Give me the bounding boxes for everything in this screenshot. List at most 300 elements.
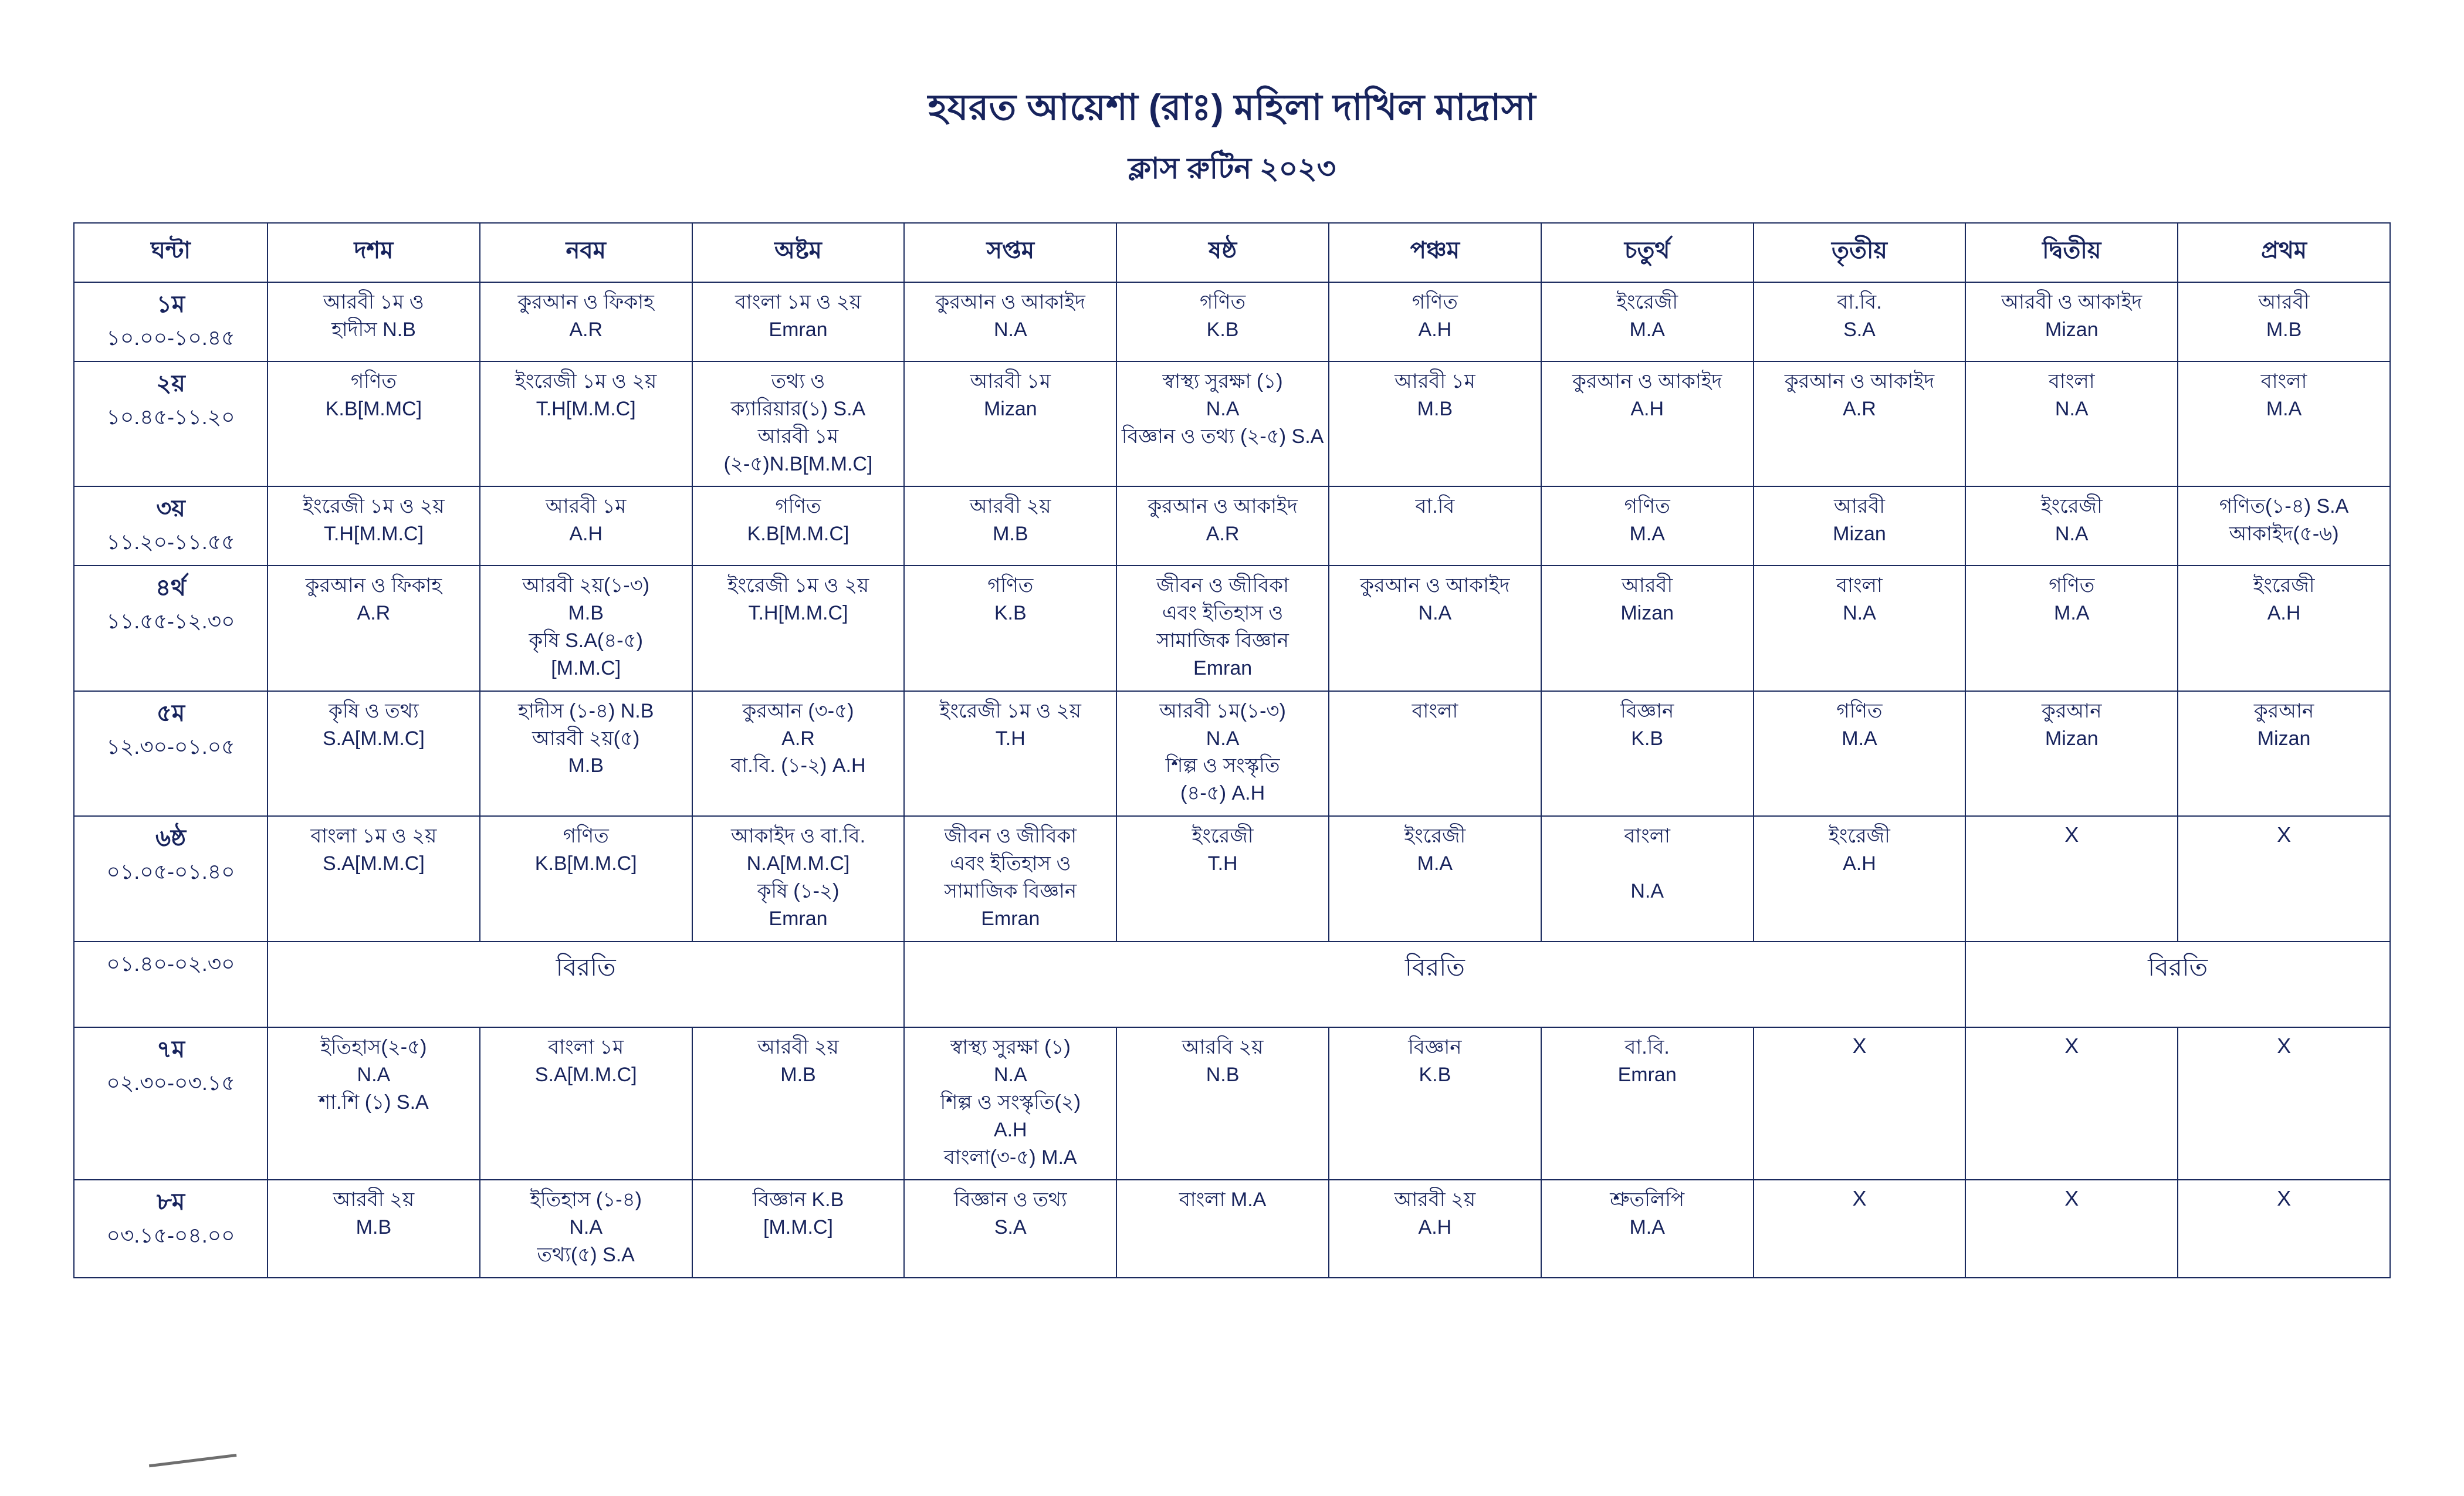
period-cell <box>74 282 268 361</box>
cell-line: X <box>2277 823 2292 847</box>
cell-line: আরবী ২য়(৫) <box>532 727 640 750</box>
cell-line: সামাজিক বিজ্ঞান <box>1156 629 1289 652</box>
subject-cell <box>692 1027 905 1180</box>
cell-line: X <box>1852 1033 1867 1058</box>
cell-line: ক্যারিয়ার(১) S.A <box>730 397 866 420</box>
cell-line: আরবী <box>1833 495 1885 518</box>
cell-line: X <box>2277 1186 2292 1211</box>
break-label-left: বিরতি <box>268 942 904 1027</box>
cell-line: ইংরেজী <box>1192 825 1254 848</box>
subject-cell <box>1116 282 1329 361</box>
header-class-6: ষষ্ঠ <box>1116 223 1329 282</box>
period-cell <box>74 566 268 691</box>
subject-cell <box>480 1180 692 1278</box>
empty-slot-cell <box>1754 1027 1966 1180</box>
subject-cell <box>904 816 1116 942</box>
cell-line: গণিত <box>1200 291 1246 314</box>
cell-line: আরবী ১ম ও <box>323 291 424 314</box>
subject-cell <box>1754 282 1966 361</box>
subject-cell <box>1965 691 2178 817</box>
cell-line: আরবী ২য় <box>333 1189 415 1211</box>
cell-line: আরবী <box>1622 574 1673 597</box>
period-time: ০৩.১৫-০৪.০০ <box>106 1223 235 1248</box>
cell-line: M.A <box>2054 601 2090 624</box>
cell-line: A.R <box>569 319 603 341</box>
subject-cell <box>1541 816 1754 942</box>
cell-line: A.H <box>993 1118 1027 1141</box>
subject-cell <box>692 691 905 817</box>
cell-line: গণিত <box>775 495 821 518</box>
subject-cell <box>268 816 480 942</box>
header-class-7: সপ্তম <box>904 223 1116 282</box>
subject-cell <box>1965 486 2178 566</box>
subject-cell <box>692 486 905 566</box>
cell-line: N.A <box>993 1063 1027 1086</box>
subject-cell <box>1965 282 2178 361</box>
subject-cell <box>268 282 480 361</box>
subject-cell <box>1116 1027 1329 1180</box>
cell-line: Mizan <box>2045 319 2099 341</box>
subject-cell <box>1754 361 1966 487</box>
cell-line: X <box>2064 823 2079 847</box>
subject-cell <box>692 1180 905 1278</box>
subject-cell <box>1541 361 1754 487</box>
cell-line: K.B[M.MC] <box>325 397 422 420</box>
table-row <box>74 691 2390 817</box>
cell-line: গণিত <box>2049 574 2095 597</box>
cell-line: কুরআন <box>2253 699 2314 722</box>
period-number: ৭ম <box>156 1036 185 1062</box>
break-label-middle: বিরতি <box>904 942 1965 1027</box>
cell-line: K.B <box>994 601 1027 624</box>
subject-cell <box>1965 566 2178 691</box>
cell-line: A.R <box>781 727 815 750</box>
cell-line: আরবী ২য় <box>1394 1189 1476 1211</box>
cell-line: ইংরেজী <box>1404 825 1466 848</box>
cell-line: T.H <box>1207 852 1238 875</box>
subject-cell <box>1541 566 1754 691</box>
period-time: ১১.৫৫-১২.৩০ <box>106 609 235 633</box>
cell-line: K.B[M.M.C] <box>534 852 637 875</box>
cell-line: T.H[M.M.C] <box>536 397 636 420</box>
cell-line: A.R <box>1843 397 1876 420</box>
cell-line: ইংরেজী <box>2253 574 2315 597</box>
subject-cell <box>268 1027 480 1180</box>
cell-line: বাংলা <box>2048 370 2095 392</box>
subject-cell <box>1329 282 1541 361</box>
subject-cell <box>480 1027 692 1180</box>
cell-line: বাংলা M.A <box>1179 1189 1267 1211</box>
cell-line: X <box>2064 1033 2079 1058</box>
cell-line: X <box>1852 1186 1867 1211</box>
cell-line: আরবী <box>2258 291 2310 314</box>
cell-line: Mizan <box>2257 727 2311 750</box>
cell-line: কুরআন (৩-৫) <box>742 699 854 722</box>
break-label-right: বিরতি <box>1965 942 2390 1027</box>
empty-slot-cell <box>2178 1180 2390 1278</box>
period-cell <box>74 1180 268 1278</box>
cell-line: কুরআন ও আকাইদ <box>1148 495 1298 518</box>
empty-slot-cell <box>1965 1027 2178 1180</box>
cell-line: বাংলা <box>1836 574 1883 597</box>
period-number: ৬ষ্ঠ <box>155 825 187 852</box>
table-header <box>74 223 2390 282</box>
cell-line: X <box>2277 1033 2292 1058</box>
cell-line: Emran <box>769 319 828 341</box>
cell-line: A.R <box>357 601 391 624</box>
cell-line: (৪-৫) A.H <box>1180 782 1265 805</box>
cell-line: S.A <box>994 1216 1027 1239</box>
subject-cell <box>268 691 480 817</box>
cell-line: N.A[M.M.C] <box>746 852 850 875</box>
period-time: ০২.৩০-০৩.১৫ <box>106 1070 235 1095</box>
cell-line: M.A <box>1417 852 1453 875</box>
cell-line: S.A[M.M.C] <box>323 852 425 875</box>
subject-cell <box>480 691 692 817</box>
cell-line: গণিত <box>1624 495 1670 518</box>
empty-slot-cell <box>1965 816 2178 942</box>
cell-line: M.B <box>993 523 1028 546</box>
cell-line: K.B[M.M.C] <box>747 523 849 546</box>
cell-line: স্বাস্থ্য সুরক্ষা (১) <box>1162 370 1283 392</box>
subject-cell <box>692 361 905 487</box>
cell-line: কুরআন ও আকাইদ <box>1784 370 1935 392</box>
table-row <box>74 486 2390 566</box>
cell-line: A.H <box>1630 397 1664 420</box>
cell-line: গণিত <box>987 574 1034 597</box>
cell-line: ইংরেজী ১ম ও ২য় <box>303 495 445 518</box>
subject-cell <box>1541 1180 1754 1278</box>
subject-cell <box>1116 361 1329 487</box>
subject-cell <box>268 1180 480 1278</box>
period-time: ০১.০৫-০১.৪০ <box>106 859 235 884</box>
cell-line: আরবী ১ম <box>970 370 1051 392</box>
subject-cell <box>268 566 480 691</box>
subject-cell <box>1754 486 1966 566</box>
table-row <box>74 282 2390 361</box>
cell-line: গণিত <box>1836 699 1883 722</box>
cell-line: S.A <box>1843 319 1876 341</box>
cell-line: S.A[M.M.C] <box>534 1063 637 1086</box>
cell-line: কৃষি ও তথ্য <box>329 699 419 722</box>
cell-line: তথ্য ও <box>771 370 825 392</box>
cell-line: N.A <box>1206 727 1240 750</box>
break-row <box>74 942 2390 1027</box>
cell-line: N.A <box>1843 601 1876 624</box>
cell-line: বিজ্ঞান ও তথ্য <box>953 1189 1067 1211</box>
period-number: ৫ম <box>156 700 185 726</box>
cell-line: আরবী ২য় <box>969 495 1051 518</box>
cell-line: [M.M.C] <box>551 656 621 679</box>
cell-line: [M.M.C] <box>763 1216 833 1239</box>
subject-cell <box>268 361 480 487</box>
subject-cell <box>904 691 1116 817</box>
subject-cell <box>692 816 905 942</box>
period-time: ১১.২০-১১.৫৫ <box>106 530 235 554</box>
cell-line: ইংরেজী <box>1616 291 1678 314</box>
subject-cell <box>1329 1180 1541 1278</box>
cell-line: এবং ইতিহাস ও <box>1162 601 1284 624</box>
cell-line: N.B <box>1206 1063 1240 1086</box>
cell-line: N.A <box>357 1063 391 1086</box>
period-cell <box>74 691 268 817</box>
cell-line: আরবী ১ম <box>545 495 627 518</box>
cell-line: জীবন ও জীবিকা <box>944 825 1077 848</box>
cell-line: T.H[M.M.C] <box>748 601 848 624</box>
cell-line: M.A <box>1629 1216 1665 1239</box>
subject-cell <box>1329 566 1541 691</box>
subject-cell <box>1329 691 1541 817</box>
cell-line: আকাইদ(৫-৬) <box>2229 523 2339 546</box>
subject-cell <box>2178 486 2390 566</box>
cell-line: কুরআন ও আকাইদ <box>1572 370 1722 392</box>
period-time: ১০.০০-১০.৪৫ <box>106 326 235 350</box>
table-row <box>74 1180 2390 1278</box>
period-number: ২য় <box>156 370 185 397</box>
period-time: ১০.৪৫-১১.২০ <box>106 404 235 429</box>
break-time: ০১.৪০-০২.৩০ <box>74 942 268 1027</box>
cell-line: সামাজিক বিজ্ঞান <box>944 880 1077 903</box>
cell-line: T.H[M.M.C] <box>323 523 424 546</box>
subject-cell <box>2178 566 2390 691</box>
cell-line: আরবী ২য়(১-৩) <box>522 574 650 597</box>
cell-line: N.A <box>1418 601 1452 624</box>
cell-line: Mizan <box>983 397 1037 420</box>
subject-cell <box>904 1027 1116 1180</box>
class-routine-table <box>73 222 2391 1278</box>
cell-line: ইংরেজী ১ম ও ২য় <box>727 574 869 597</box>
table-row <box>74 566 2390 691</box>
subject-cell <box>1754 691 1966 817</box>
subject-cell <box>1541 691 1754 817</box>
header-class-8: অষ্টম <box>692 223 905 282</box>
cell-line: K.B <box>1419 1063 1451 1086</box>
table-row <box>74 816 2390 942</box>
page-title: হযরত আয়েশা (রাঃ) মহিলা দাখিল মাদ্রাসা <box>928 87 1536 128</box>
cell-line: ইতিহাস(২-৫) <box>320 1035 427 1058</box>
cell-line: গণিত(১-৪) S.A <box>2219 495 2349 518</box>
subject-cell <box>692 282 905 361</box>
cell-line: আরবী ১ম (২-৫)N.B[M.M.C] <box>723 425 873 475</box>
cell-line: শিল্প ও সংস্কৃতি <box>1165 754 1280 777</box>
cell-line: বিজ্ঞান K.B <box>752 1189 844 1211</box>
cell-line: M.A <box>1842 727 1877 750</box>
subject-cell <box>480 566 692 691</box>
subject-cell <box>1329 486 1541 566</box>
empty-slot-cell <box>1965 1180 2178 1278</box>
subject-cell <box>1541 486 1754 566</box>
subject-cell <box>2178 282 2390 361</box>
subject-cell <box>480 486 692 566</box>
cell-line: K.B <box>1631 727 1664 750</box>
cell-line: M.B <box>356 1216 392 1239</box>
cell-line: স্বাস্থ্য সুরক্ষা (১) <box>950 1035 1071 1058</box>
cell-line: আরবী ১ম(১-৩) <box>1159 699 1286 722</box>
cell-line: জীবন ও জীবিকা <box>1156 574 1289 597</box>
subject-cell <box>1329 1027 1541 1180</box>
cell-line: Mizan <box>1620 601 1674 624</box>
cell-line: বাংলা(৩-৫) M.A <box>943 1146 1077 1169</box>
header-class-10: দশম <box>268 223 480 282</box>
subject-cell <box>2178 691 2390 817</box>
cell-line: ইংরেজী <box>1829 825 1890 848</box>
cell-line: N.A <box>569 1216 603 1239</box>
period-number: ৮ম <box>156 1189 185 1216</box>
subject-cell <box>904 1180 1116 1278</box>
routine-table-wrapper <box>73 222 2391 1278</box>
cell-line: A.H <box>1418 1216 1452 1239</box>
table-row <box>74 361 2390 487</box>
header-class-5: পঞ্চম <box>1329 223 1541 282</box>
subject-cell <box>1541 1027 1754 1180</box>
table-row <box>74 1027 2390 1180</box>
subject-cell <box>1116 816 1329 942</box>
cell-line: আরবি ২য় <box>1182 1035 1264 1058</box>
cell-line: A.H <box>1418 319 1452 341</box>
cell-line: S.A[M.M.C] <box>323 727 425 750</box>
cell-line: Emran <box>1617 1063 1677 1086</box>
subject-cell <box>1116 691 1329 817</box>
subject-cell <box>1541 282 1754 361</box>
cell-line: বাংলা ১ম <box>548 1035 624 1058</box>
cell-line: শ্রুতলিপি <box>1610 1189 1685 1211</box>
cell-line: M.B <box>1417 397 1453 420</box>
cell-line: N.A <box>2055 397 2089 420</box>
cell-line: গণিত <box>1412 291 1458 314</box>
cell-line: কৃষি (১-২) <box>757 880 840 903</box>
empty-slot-cell <box>2178 816 2390 942</box>
period-cell <box>74 361 268 487</box>
cell-line: T.H <box>995 727 1025 750</box>
cell-line: N.A <box>1630 880 1664 903</box>
cell-line: Emran <box>769 907 828 930</box>
period-number: ৩য় <box>156 496 185 522</box>
subject-cell <box>1329 361 1541 487</box>
subject-cell <box>1116 566 1329 691</box>
header-class-3: তৃতীয় <box>1754 223 1966 282</box>
cell-line: A.R <box>1206 523 1240 546</box>
period-time: ১২.৩০-০১.০৫ <box>106 734 235 759</box>
cell-line: ইংরেজী ১ম ও ২য় <box>515 370 657 392</box>
cell-line: শিল্প ও সংস্কৃতি(২) <box>940 1091 1081 1113</box>
subject-cell <box>1754 816 1966 942</box>
subject-cell <box>904 486 1116 566</box>
page-subtitle: ক্লাস রুটিন ২০২৩ <box>1128 152 1336 185</box>
cell-line: Mizan <box>2045 727 2099 750</box>
cell-line: A.H <box>2267 601 2301 624</box>
cell-line: ইংরেজী ১ম ও ২য় <box>939 699 1081 722</box>
cell-line: কুরআন ও আকাইদ <box>1360 574 1510 597</box>
cell-line: M.B <box>568 601 604 624</box>
cell-line: N.A <box>2055 523 2089 546</box>
page-corner-mark <box>149 1454 238 1480</box>
cell-line: N.A <box>1206 397 1240 420</box>
empty-slot-cell <box>2178 1027 2390 1180</box>
period-cell <box>74 1027 268 1180</box>
cell-line: N.A <box>993 319 1027 341</box>
cell-line: কুরআন ও ফিকাহ <box>305 574 442 597</box>
cell-line: কুরআন ও ফিকাহ <box>517 291 654 314</box>
subject-cell <box>904 361 1116 487</box>
header-class-9: নবম <box>480 223 692 282</box>
title-block <box>0 0 2464 195</box>
subject-cell <box>1754 566 1966 691</box>
subject-cell <box>1965 361 2178 487</box>
cell-line: বা.বি <box>1415 495 1455 518</box>
cell-line: ইংরেজী <box>2040 495 2103 518</box>
cell-line: আরবী ২য় <box>757 1035 839 1058</box>
subject-cell <box>480 361 692 487</box>
cell-line: Emran <box>981 907 1040 930</box>
cell-line: M.A <box>1629 523 1665 546</box>
cell-line: বা.বি. <box>1837 291 1882 314</box>
cell-line: বাংলা ১ম ও ২য় <box>310 825 437 848</box>
cell-line: আরবী ১ম <box>1395 370 1475 392</box>
subject-cell <box>692 566 905 691</box>
period-number: ১ম <box>156 292 185 318</box>
cell-line: কুরআন ও আকাইদ <box>935 291 1085 314</box>
cell-line: বাংলা ১ম ও ২য় <box>735 291 862 314</box>
cell-line: বিজ্ঞান <box>1408 1035 1462 1058</box>
header-hour: ঘন্টা <box>74 223 268 282</box>
cell-line: হাদীস (১-৪) N.B <box>517 699 654 722</box>
cell-line: হাদীস N.B <box>331 319 416 341</box>
cell-line: শা.শি (১) S.A <box>319 1091 429 1113</box>
cell-line: বিজ্ঞান ও তথ্য (২-৫) S.A <box>1121 425 1324 448</box>
cell-line: আকাইদ ও বা.বি. <box>730 825 866 848</box>
cell-line: বা.বি. (১-২) A.H <box>730 754 866 777</box>
cell-line: X <box>2064 1186 2079 1211</box>
header-class-4: চতুর্থ <box>1541 223 1754 282</box>
cell-line: গণিত <box>563 825 609 848</box>
cell-line: বাংলা <box>2260 370 2307 392</box>
subject-cell <box>1116 486 1329 566</box>
cell-line: বাংলা <box>1412 699 1458 722</box>
subject-cell <box>480 282 692 361</box>
cell-line: গণিত <box>350 370 397 392</box>
cell-line: M.B <box>780 1063 816 1086</box>
cell-line: তথ্য(৫) S.A <box>537 1244 635 1267</box>
empty-slot-cell <box>1754 1180 1966 1278</box>
cell-line: বা.বি. <box>1624 1035 1670 1058</box>
period-cell <box>74 486 268 566</box>
subject-cell <box>2178 361 2390 487</box>
cell-line: এবং ইতিহাস ও <box>950 852 1071 875</box>
cell-line: Mizan <box>1833 523 1886 546</box>
table-body <box>74 282 2390 1278</box>
cell-line: M.A <box>2266 397 2302 420</box>
subject-cell <box>904 282 1116 361</box>
header-row <box>74 223 2390 282</box>
cell-line: Emran <box>1193 656 1253 679</box>
header-class-2: দ্বিতীয় <box>1965 223 2178 282</box>
cell-line: কৃষি S.A(৪-৫) <box>529 629 643 652</box>
cell-line: ইতিহাস (১-৪) <box>530 1189 642 1211</box>
cell-line: A.H <box>569 523 603 546</box>
period-number: ৪র্থ <box>155 575 186 601</box>
cell-line: M.B <box>568 754 604 777</box>
subject-cell <box>1329 816 1541 942</box>
cell-line: আরবী ও আকাইদ <box>2001 291 2143 314</box>
cell-line: M.A <box>1629 319 1665 341</box>
header-class-1: প্রথম <box>2178 223 2390 282</box>
cell-line: কুরআন <box>2042 699 2102 722</box>
subject-cell <box>480 816 692 942</box>
cell-line: K.B <box>1206 319 1239 341</box>
cell-line: বাংলা <box>1624 825 1670 848</box>
subject-cell <box>268 486 480 566</box>
cell-line: A.H <box>1843 852 1876 875</box>
